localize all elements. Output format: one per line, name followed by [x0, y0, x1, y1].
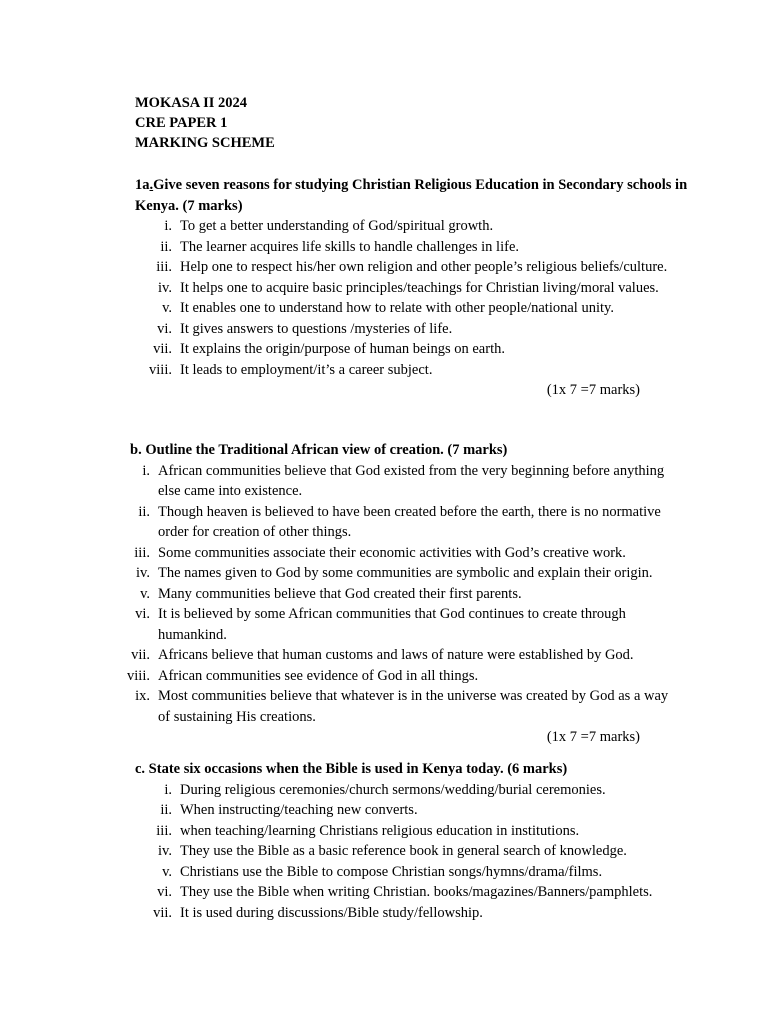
list-item — [162, 298, 695, 319]
question-1a-marks: (1x 7 =7 marks) — [546, 382, 640, 398]
list-item — [131, 645, 678, 666]
list-item-number: vii. — [153, 341, 172, 357]
list-item-text: To get a better understanding of God/spiritual growth. — [180, 218, 494, 234]
list-item-number: i. — [142, 462, 150, 479]
list-item-number: v. — [162, 863, 172, 880]
document-header — [135, 93, 275, 153]
list-item-number: v. — [162, 300, 172, 316]
list-item-text: Some communities associate their economic activities with God’s creative work. — [158, 544, 626, 561]
list-item-number: vii. — [131, 647, 150, 663]
list-item — [153, 903, 695, 924]
exam-title: MOKASA II 2024 — [135, 95, 247, 111]
list-item-text: It leads to employment/it’s a career subject. — [180, 361, 433, 378]
list-item — [164, 216, 695, 237]
list-item — [157, 319, 695, 340]
list-item-number: ii. — [160, 802, 172, 818]
list-item-text: Many communities believe that God created their first parents. — [158, 585, 522, 602]
list-item-text: They use the Bible as a basic reference book in general search of knowledge. — [180, 843, 627, 859]
list-item-text: It enables one to understand how to relate with other people/national unity. — [180, 300, 614, 316]
list-item-text: African communities believe that God existed from the very beginning before anything else came into existence. — [158, 462, 665, 499]
list-item-text: Most communities believe that whatever is in the universe was created by God as a way of sustaining His creations. — [158, 688, 669, 725]
list-item-number: vi. — [157, 884, 172, 900]
list-item — [156, 257, 695, 278]
list-item — [160, 800, 695, 821]
list-item — [138, 502, 678, 543]
list-item-number: iv. — [158, 843, 172, 859]
list-item — [160, 237, 695, 258]
list-item-number: v. — [140, 585, 150, 602]
list-item-number: vi. — [157, 320, 172, 337]
list-item-number: iv. — [136, 565, 150, 581]
list-item-number: viii. — [149, 361, 172, 378]
list-item-text: When instructing/teaching new converts. — [180, 802, 418, 818]
list-item-text: African communities see evidence of God in all things. — [158, 667, 479, 684]
list-item-number: ix. — [135, 688, 150, 704]
list-item-number: iii. — [156, 259, 172, 275]
list-item — [127, 666, 678, 687]
question-1b-list — [127, 461, 678, 728]
question-1c — [135, 759, 695, 923]
list-item-number: ii. — [160, 238, 172, 255]
list-item-text: Africans believe that human customs and laws of nature were established by God. — [158, 647, 634, 663]
question-1b-title: b. Outline the Traditional African view of creation. (7 marks) — [130, 442, 508, 458]
list-item-number: vi. — [135, 606, 150, 622]
question-1b-marks: (1x 7 =7 marks) — [546, 729, 640, 745]
list-item — [162, 862, 695, 883]
list-item-text: They use the Bible when writing Christian. books/magazines/Banners/pamphlets. — [180, 884, 653, 900]
list-item-number: iv. — [158, 279, 172, 296]
list-item-text: Though heaven is believed to have been created before the earth, there is no normative order for creation of other things. — [158, 503, 661, 540]
scheme-title: MARKING SCHEME — [135, 135, 275, 151]
list-item — [140, 584, 678, 605]
list-item-text: It explains the origin/purpose of human beings on earth. — [180, 341, 505, 357]
list-item — [135, 604, 678, 645]
list-item-number: i. — [164, 218, 172, 234]
paper-title: CRE PAPER 1 — [135, 115, 228, 131]
list-item-number: iii. — [156, 822, 172, 839]
list-item — [153, 339, 695, 360]
list-item-text: It gives answers to questions /mysteries of life. — [180, 320, 453, 337]
list-item-text: During religious ceremonies/church sermons/wedding/burial ceremonies. — [180, 781, 606, 798]
list-item-number: i. — [164, 781, 172, 798]
list-item-number: viii. — [127, 667, 150, 684]
question-1a-title: 1a.Give seven reasons for studying Christian Religious Education in Secondary schools in Kenya. (7 marks) — [135, 177, 688, 214]
list-item — [149, 360, 695, 381]
question-1c-list — [153, 780, 695, 924]
list-item-text: It helps one to acquire basic principles/teachings for Christian living/moral values. — [180, 279, 659, 296]
list-item-text: It is used during discussions/Bible study/fellowship. — [180, 904, 483, 921]
list-item-number: ii. — [138, 503, 150, 520]
list-item-text: The learner acquires life skills to handle challenges in life. — [180, 238, 520, 255]
list-item — [134, 543, 678, 564]
list-item — [142, 461, 678, 502]
list-item-text: when teaching/learning Christians religious education in institutions. — [180, 822, 580, 839]
list-item-text: It is believed by some African communities that God continues to create through humankind. — [158, 606, 626, 643]
question-1a-list — [149, 216, 695, 380]
list-item-number: iii. — [134, 544, 150, 561]
question-1c-title: c. State six occasions when the Bible is used in Kenya today. (6 marks) — [135, 761, 568, 777]
list-item — [136, 563, 678, 584]
question-1b — [127, 440, 690, 748]
list-item-text: Help one to respect his/her own religion and other people’s religious beliefs/culture. — [180, 259, 668, 275]
list-item — [164, 780, 695, 801]
list-item — [156, 821, 695, 842]
list-item — [158, 841, 695, 862]
list-item-text: Christians use the Bible to compose Christian songs/hymns/drama/films. — [180, 863, 603, 880]
list-item-text: The names given to God by some communities are symbolic and explain their origin. — [158, 565, 653, 581]
list-item — [157, 882, 695, 903]
question-1a — [135, 175, 695, 401]
list-item-number: vii. — [153, 904, 172, 921]
list-item — [158, 278, 695, 299]
list-item — [135, 686, 678, 727]
